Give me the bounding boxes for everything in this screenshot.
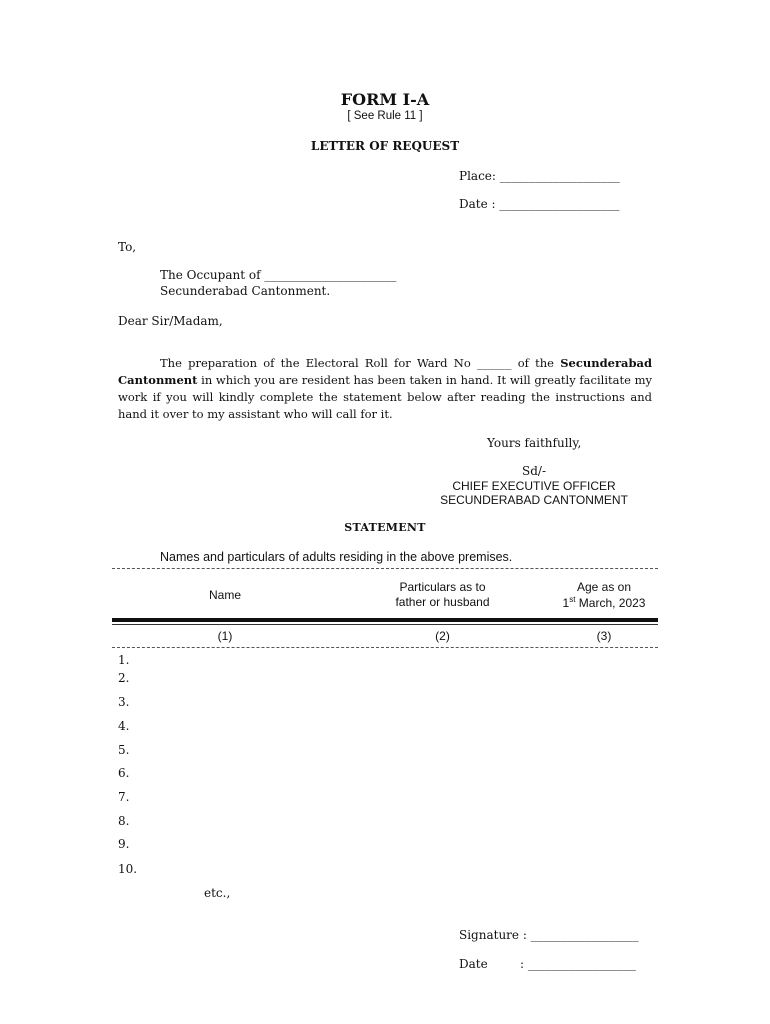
letter-heading: LETTER OF REQUEST bbox=[310, 139, 460, 153]
col-header-particulars-2: father or husband bbox=[395, 595, 490, 609]
officer-title: CHIEF EXECUTIVE OFFICER bbox=[452, 479, 616, 493]
table-row: 10. bbox=[118, 862, 138, 876]
col-header-particulars-1: Particulars as to bbox=[399, 580, 486, 594]
sd-mark: Sd/- bbox=[522, 464, 546, 478]
location-line: Secunderabad Cantonment. bbox=[160, 284, 331, 298]
body-bold-name: Secunderabad Cantonment bbox=[118, 356, 652, 387]
table-row: 5. bbox=[118, 743, 130, 757]
yours-faithfully: Yours faithfully, bbox=[487, 436, 582, 450]
body-part2: in which you are resident has been taken in hand. It will greatly facilitate my work if you will kindly complete the statement below after reading the instructions and hand it over to my assistant who will call for it. bbox=[118, 373, 652, 421]
statement-intro: Names and particulars of adults residing in the above premises. bbox=[160, 550, 513, 564]
col-number-1: (1) bbox=[217, 629, 233, 643]
signature-field: Signature : __________________ bbox=[459, 928, 639, 942]
table-row: 6. bbox=[118, 766, 130, 780]
table-row: 4. bbox=[118, 719, 130, 733]
occupant-line: The Occupant of ______________________ bbox=[160, 268, 397, 282]
col-number-3: (3) bbox=[596, 629, 612, 643]
col-header-age-1: Age as on bbox=[576, 580, 632, 594]
signature-date-field: : __________________ bbox=[520, 957, 636, 971]
salutation: Dear Sir/Madam, bbox=[118, 314, 223, 328]
age-day: 1 bbox=[562, 596, 570, 610]
table-row: 7. bbox=[118, 790, 130, 804]
body-part1: The preparation of the Electoral Roll for Ward No ______ of the bbox=[160, 356, 561, 370]
signature-date-label: Date bbox=[459, 957, 488, 971]
etc-note: etc., bbox=[204, 886, 231, 900]
date-field: Date : ____________________ bbox=[459, 197, 620, 211]
statement-heading: STATEMENT bbox=[344, 521, 426, 534]
table-header-divider-thin bbox=[112, 624, 658, 625]
table-row: 2. bbox=[118, 671, 130, 685]
form-title: FORM I-A bbox=[340, 90, 430, 109]
body-paragraph bbox=[118, 355, 652, 423]
rule-reference: [ See Rule 11 ] bbox=[347, 110, 423, 122]
place-field: Place: ____________________ bbox=[459, 169, 620, 183]
col-header-name: Name bbox=[208, 588, 241, 602]
table-row: 8. bbox=[118, 814, 130, 828]
table-top-border bbox=[112, 568, 658, 569]
table-row: 3. bbox=[118, 695, 130, 709]
col-header-age-2 bbox=[534, 595, 674, 610]
office-name: SECUNDERABAD CANTONMENT bbox=[440, 493, 628, 507]
age-ordinal: st bbox=[569, 595, 576, 604]
table-header-divider bbox=[112, 618, 658, 622]
table-row: 9. bbox=[118, 837, 130, 851]
to-label: To, bbox=[118, 240, 137, 254]
table-row: 1. bbox=[118, 653, 130, 667]
col-number-2: (2) bbox=[435, 629, 450, 643]
age-rest: March, 2023 bbox=[575, 596, 646, 610]
table-numbers-border bbox=[112, 647, 658, 648]
